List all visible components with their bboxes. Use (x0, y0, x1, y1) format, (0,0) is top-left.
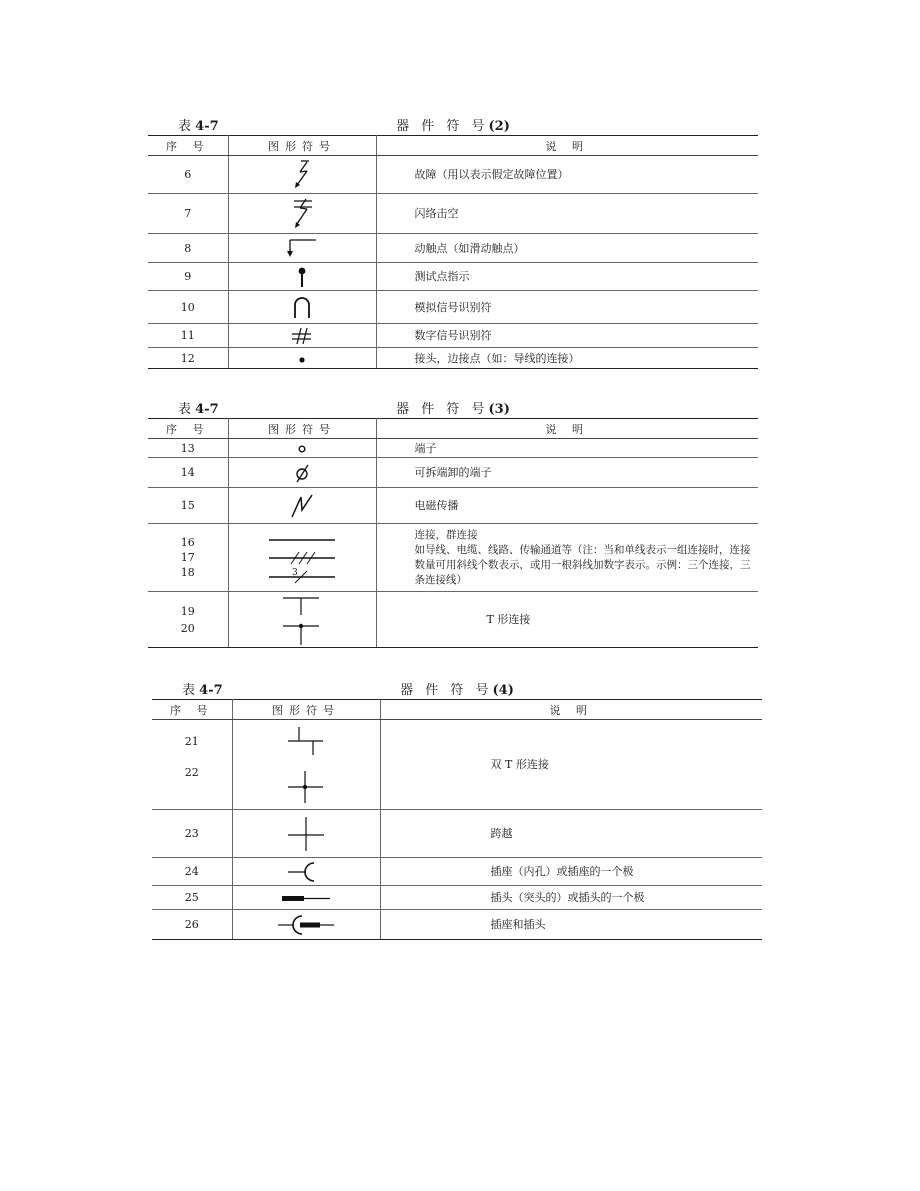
header-symbol: 图形符号 (228, 136, 376, 156)
double-t-connection-icon (283, 723, 329, 807)
row-seq: 25 (152, 886, 232, 910)
moving-contact-icon (284, 236, 320, 260)
terminal-icon (292, 441, 312, 455)
row-desc: 跨越 (380, 810, 762, 858)
table-row (148, 524, 758, 592)
digital-signal-icon (289, 326, 315, 346)
table-title: 器 件 符 号(2) (396, 119, 510, 134)
row-desc: 插头（突头的）或插头的一个极 (380, 886, 762, 910)
row-desc: 动触点（如滑动触点） (376, 234, 758, 263)
table-row (148, 324, 758, 348)
t-connection-icon (279, 593, 325, 647)
row-seq: 9 (148, 263, 228, 291)
row-seq: 13 (148, 439, 228, 458)
table-title: 器 件 符 号(3) (396, 402, 510, 417)
row-desc: 端子 (376, 439, 758, 458)
plug-icon (278, 890, 334, 906)
table-row (152, 858, 762, 886)
table-label: 表 4-7 (178, 402, 219, 417)
slash-number: 3 (292, 567, 298, 578)
table-row (148, 348, 758, 369)
row-seq-list: 19 20 (148, 592, 228, 648)
table-row (148, 458, 758, 488)
row-desc: 连接，群连接 如导线、电缆、线路、传输通道等（注：当和单线表示一组连接时，连接数量可用斜线个数表示，或用一根斜线加数字表示。示例：三个连接，三条连接线） (376, 524, 758, 592)
crossover-icon (284, 815, 328, 853)
header-seq: 序 号 (148, 136, 228, 156)
flashover-icon (286, 197, 318, 231)
row-desc: 闪络击空 (376, 194, 758, 234)
table-row (152, 910, 762, 940)
table-row (148, 156, 758, 194)
row-seq: 6 (148, 156, 228, 194)
row-seq: 7 (148, 194, 228, 234)
row-desc: 故障（用以表示假定故障位置） (376, 156, 758, 194)
row-seq: 23 (152, 810, 232, 858)
row-seq: 10 (148, 291, 228, 324)
socket-icon (284, 860, 328, 884)
row-desc: 电磁传播 (376, 488, 758, 524)
junction-dot-icon (292, 351, 312, 365)
table-caption (148, 396, 758, 418)
removable-terminal-icon (291, 462, 313, 484)
header-desc: 说 明 (380, 700, 762, 720)
row-seq: 11 (148, 324, 228, 348)
row-desc: 双 T 形连接 (380, 720, 762, 810)
row-seq: 14 (148, 458, 228, 488)
table-row (148, 488, 758, 524)
row-seq: 12 (148, 348, 228, 369)
table-row (152, 810, 762, 858)
row-desc: 插座（内孔）或插座的一个极 (380, 858, 762, 886)
row-seq-list: 16 17 18 (148, 524, 228, 592)
table-row (148, 291, 758, 324)
header-desc: 说 明 (376, 136, 758, 156)
table-caption (148, 113, 758, 135)
table-title: 器 件 符 号(4) (400, 683, 514, 698)
row-desc: 模拟信号识别符 (376, 291, 758, 324)
row-desc: 接头，边接点（如：导线的连接） (376, 348, 758, 369)
row-desc: T 形连接 (376, 592, 758, 648)
table-row (152, 886, 762, 910)
header-symbol: 图形符号 (228, 419, 376, 439)
table-caption (152, 677, 762, 699)
row-seq: 15 (148, 488, 228, 524)
socket-and-plug-icon (274, 912, 338, 938)
row-desc: 数字信号识别符 (376, 324, 758, 348)
header-seq: 序 号 (148, 419, 228, 439)
header-desc: 说 明 (376, 419, 758, 439)
em-propagation-icon (287, 492, 317, 520)
row-seq: 24 (152, 858, 232, 886)
row-seq: 8 (148, 234, 228, 263)
row-desc: 插座和插头 (380, 910, 762, 940)
test-point-icon (292, 265, 312, 289)
table-row (148, 194, 758, 234)
table-row (148, 592, 758, 648)
row-desc: 可拆端卸的端子 (376, 458, 758, 488)
row-desc: 测试点指示 (376, 263, 758, 291)
group-connection-icon (265, 531, 339, 585)
table-label: 表 4-7 (182, 683, 223, 698)
table-row (148, 234, 758, 263)
header-symbol: 图形符号 (232, 700, 380, 720)
row-seq-list: 21 22 (152, 720, 232, 810)
table-row (148, 263, 758, 291)
analog-signal-icon (291, 294, 313, 320)
fault-icon (287, 159, 317, 191)
table-label: 表 4-7 (178, 119, 219, 134)
table-row (148, 439, 758, 458)
table-row (152, 720, 762, 810)
header-seq: 序 号 (152, 700, 232, 720)
row-seq: 26 (152, 910, 232, 940)
